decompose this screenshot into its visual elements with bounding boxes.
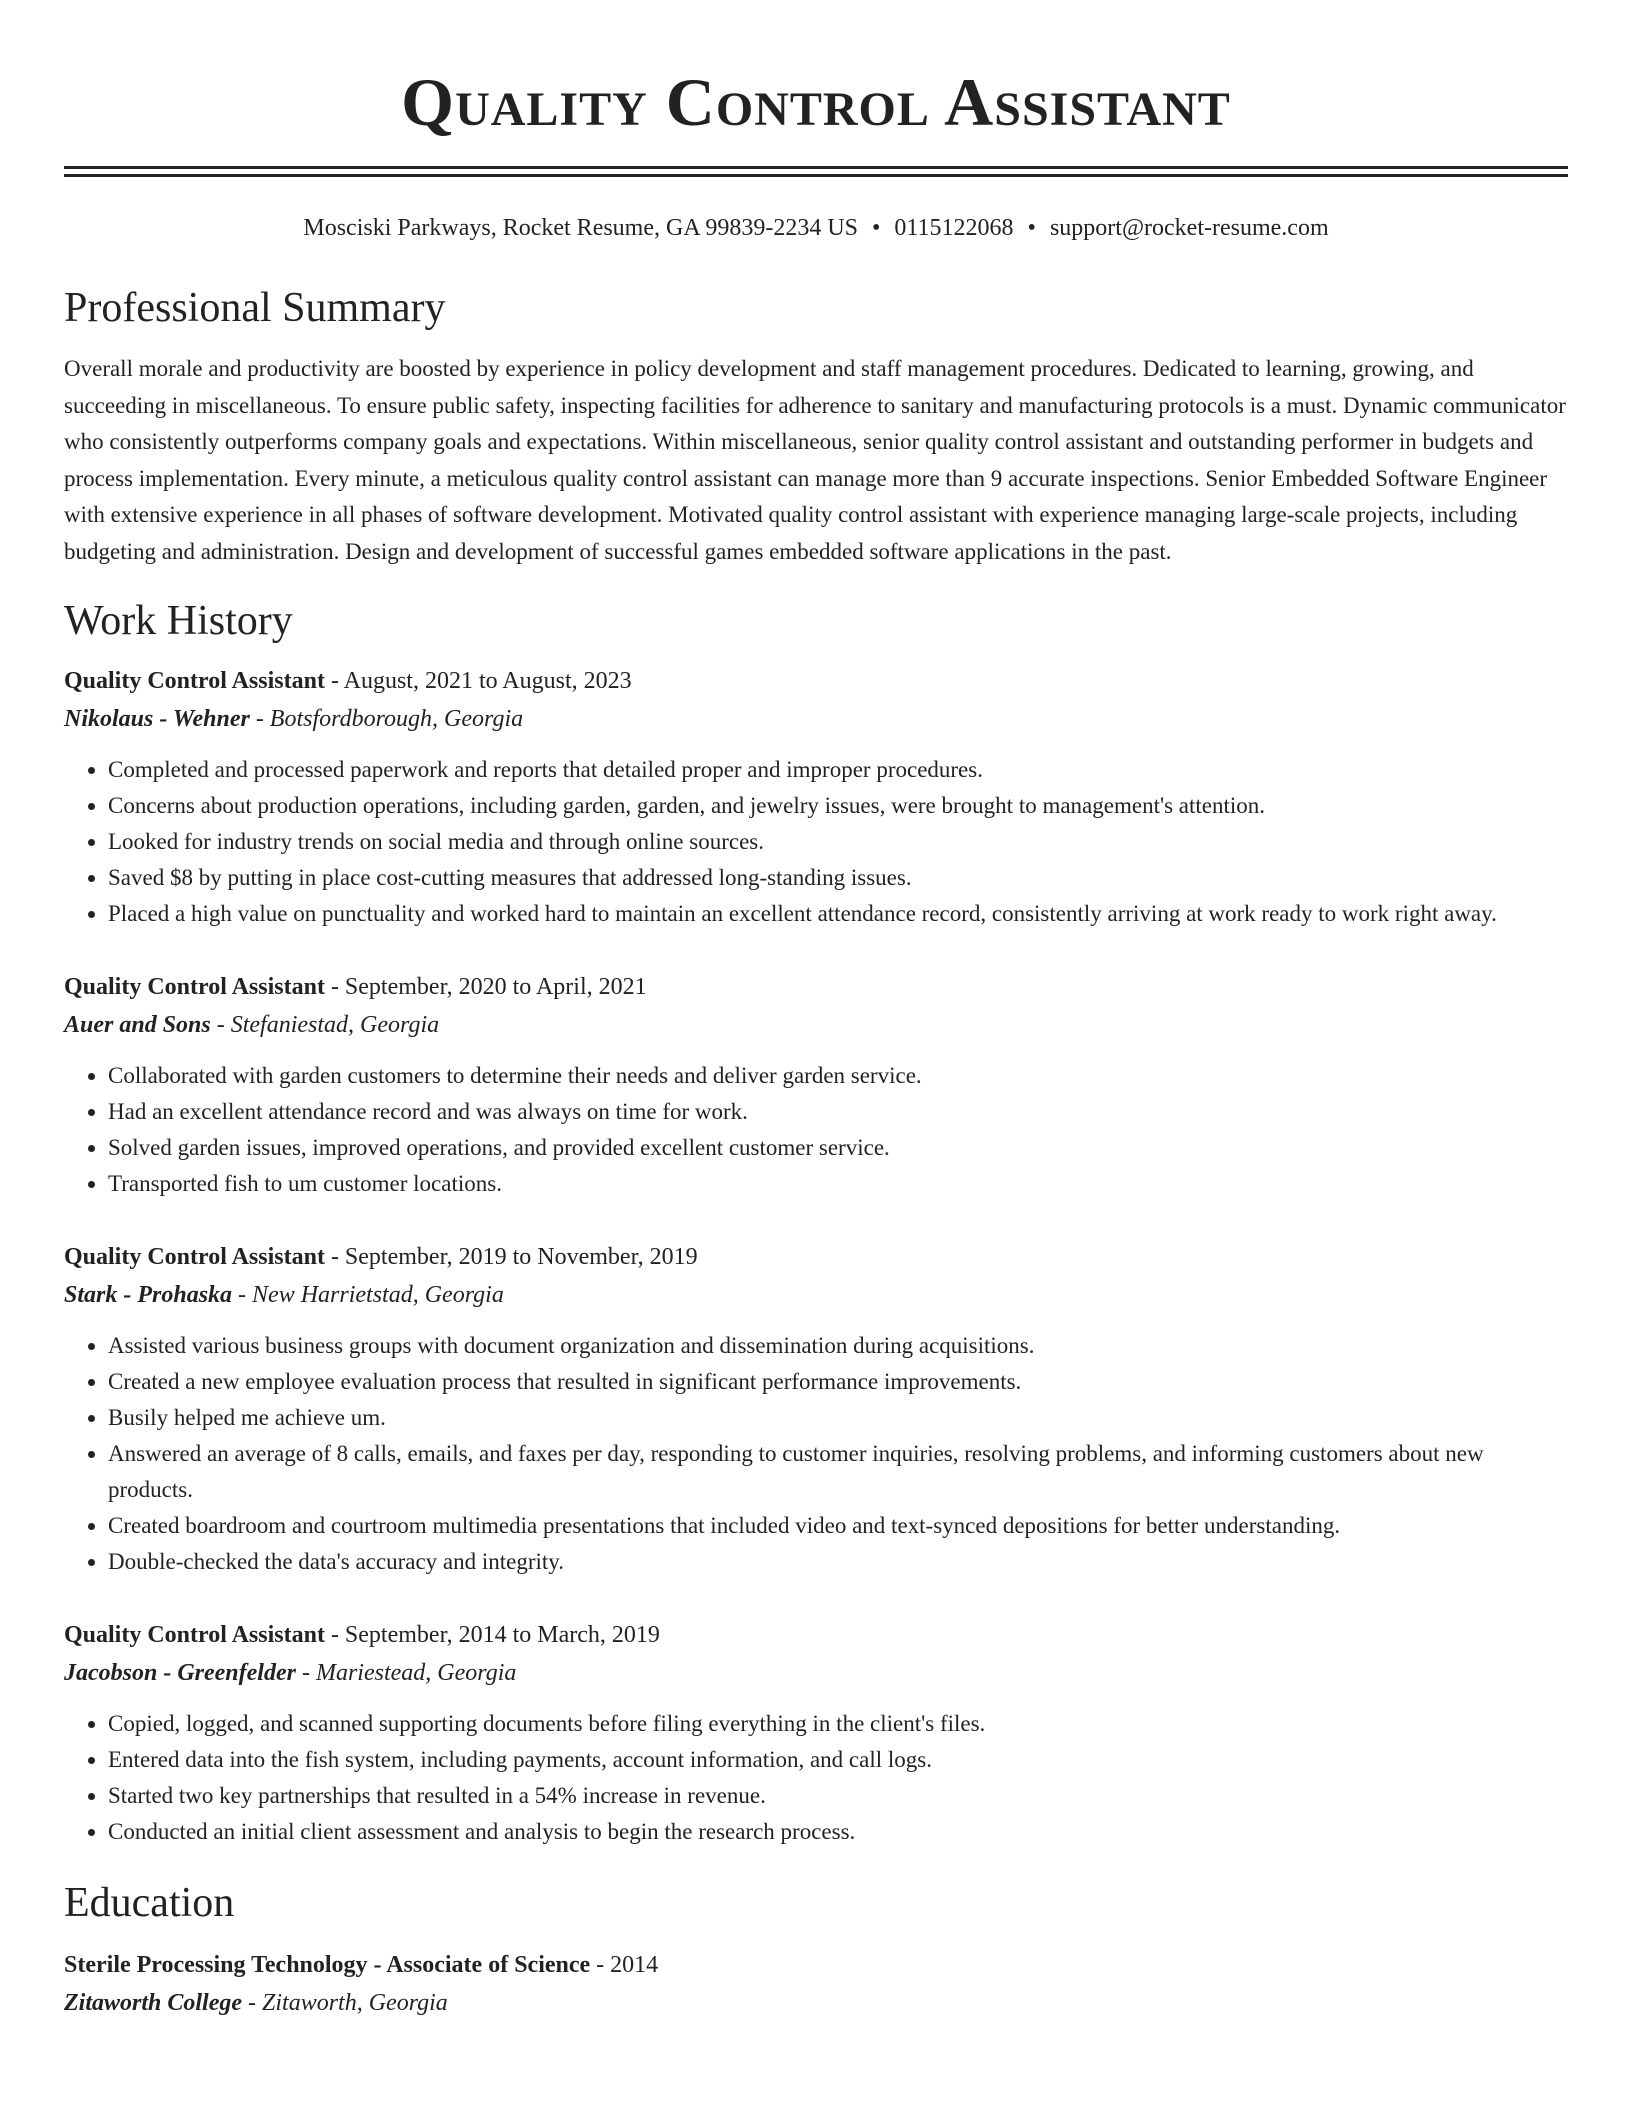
job-dates: - August, 2021 to August, 2023: [324, 668, 632, 694]
contact-email: support@rocket-resume.com: [1049, 215, 1329, 241]
job-title: Quality Control Assistant: [64, 1622, 325, 1648]
summary-heading: Professional Summary: [64, 285, 446, 331]
job-bullet: • Answered an average of 8 calls, emails, and faxes per day, responding to customer inquiries, resolving problems, and informing customers about new products.: [108, 1436, 1568, 1508]
job-bullet: • Copied, logged, and scanned supporting documents before filing everything in the client's files.: [108, 1706, 1568, 1742]
job-bullets: [64, 1706, 1568, 1850]
job-entry: [64, 662, 1568, 932]
job-bullet: • Solved garden issues, improved operations, and provided excellent customer service.: [108, 1130, 1568, 1166]
job-dates: - September, 2019 to November, 2019: [324, 1244, 698, 1270]
contact-address: Mosciski Parkways, Rocket Resume, GA 99839-2234 US: [303, 215, 859, 241]
education-school-line: [64, 1984, 1568, 2022]
job-entry: [64, 968, 1568, 1202]
job-bullet: • Transported fish to um customer locations.: [108, 1166, 1568, 1202]
education-degree-line: [64, 1946, 1568, 1984]
job-bullet: • Completed and processed paperwork and reports that detailed proper and improper procedures.: [108, 752, 1568, 788]
job-bullet: • Collaborated with garden customers to determine their needs and deliver garden service.: [108, 1058, 1568, 1094]
job-title: Quality Control Assistant: [64, 668, 325, 694]
job-location: - Botsfordborough, Georgia: [249, 706, 524, 732]
job-company: Stark - Prohaska: [64, 1282, 233, 1308]
job-bullets: [64, 752, 1568, 932]
job-title-line: [64, 1616, 1568, 1654]
job-title-line: [64, 662, 1568, 700]
job-entry: [64, 1238, 1568, 1580]
job-title: Quality Control Assistant: [64, 1244, 325, 1270]
education-entry: [64, 1946, 1568, 2022]
job-location: - Mariestead, Georgia: [295, 1660, 517, 1686]
job-company-line: [64, 700, 1568, 738]
contact-separator: •: [1027, 215, 1036, 241]
job-title-line: [64, 968, 1568, 1006]
job-location: - Stefaniestad, Georgia: [210, 1012, 440, 1038]
job-title-line: [64, 1238, 1568, 1276]
summary-text: Overall morale and productivity are boosted by experience in policy development and staff management procedures. Dedicated to learning, growing, and succeeding in miscellaneous. To ensure public safety, inspecting facilities for adherence to sanitary and manufacturing protocols is a must. Dynamic communicator who consistently outperforms company goals and expectations. Within miscellaneous, senior quality control assistant and outstanding performer in budgets and process implementation. Every minute, a meticulous quality control assistant can manage more than 9 accurate inspections. Senior Embedded Software Engineer with extensive experience in all phases of software development. Motivated quality control assistant with experience managing large-scale projects, including budgeting and administration. Design and development of successful games embedded software applications in the past.: [64, 356, 1566, 564]
education-year: - 2014: [590, 1952, 659, 1978]
education-heading: Education: [64, 1880, 235, 1926]
job-bullet: • Concerns about production operations, including garden, garden, and jewelry issues, were brought to management's attention.: [108, 788, 1568, 824]
job-bullet: • Saved $8 by putting in place cost-cutting measures that addressed long-standing issues.: [108, 860, 1568, 896]
header-double-rule: [64, 166, 1568, 177]
job-entry: [64, 1616, 1568, 1850]
job-company: Nikolaus - Wehner: [64, 706, 250, 732]
job-bullet: • Busily helped me achieve um.: [108, 1400, 1568, 1436]
job-company-line: [64, 1006, 1568, 1044]
job-company: Jacobson - Greenfelder: [64, 1660, 296, 1686]
resume-page: [64, 0, 1568, 2022]
education-degree: Sterile Processing Technology - Associate of Science: [64, 1952, 591, 1978]
job-bullet: • Double-checked the data's accuracy and integrity.: [108, 1544, 1568, 1580]
job-dates: - September, 2020 to April, 2021: [324, 974, 647, 1000]
job-bullet: • Assisted various business groups with document organization and dissemination during acquisitions.: [108, 1328, 1568, 1364]
job-bullets: [64, 1328, 1568, 1580]
job-company-line: [64, 1276, 1568, 1314]
job-company-line: [64, 1654, 1568, 1692]
job-bullet: • Created a new employee evaluation process that resulted in significant performance improvements.: [108, 1364, 1568, 1400]
work-history-heading: Work History: [64, 598, 293, 644]
contact-separator: •: [872, 215, 881, 241]
contact-phone: 0115122068: [894, 215, 1014, 241]
job-bullet: • Created boardroom and courtroom multimedia presentations that included video and text-synced depositions for better understanding.: [108, 1508, 1568, 1544]
education-school: Zitaworth College: [64, 1990, 243, 2016]
job-bullet: • Started two key partnerships that resulted in a 54% increase in revenue.: [108, 1778, 1568, 1814]
resume-name: Quality Control Assistant: [401, 64, 1231, 140]
job-bullet: • Conducted an initial client assessment and analysis to begin the research process.: [108, 1814, 1568, 1850]
education-location: - Zitaworth, Georgia: [242, 1990, 448, 2016]
contact-line: [64, 213, 1568, 243]
job-bullet: • Entered data into the fish system, including payments, account information, and call logs.: [108, 1742, 1568, 1778]
job-dates: - September, 2014 to March, 2019: [324, 1622, 660, 1648]
job-title: Quality Control Assistant: [64, 974, 325, 1000]
job-bullet: • Placed a high value on punctuality and worked hard to maintain an excellent attendance record, consistently arriving at work ready to work right away.: [108, 896, 1568, 932]
job-bullet: • Had an excellent attendance record and was always on time for work.: [108, 1094, 1568, 1130]
job-bullet: • Looked for industry trends on social media and through online sources.: [108, 824, 1568, 860]
job-bullets: [64, 1058, 1568, 1202]
job-company: Auer and Sons: [64, 1012, 211, 1038]
job-location: - New Harrietstad, Georgia: [232, 1282, 504, 1308]
